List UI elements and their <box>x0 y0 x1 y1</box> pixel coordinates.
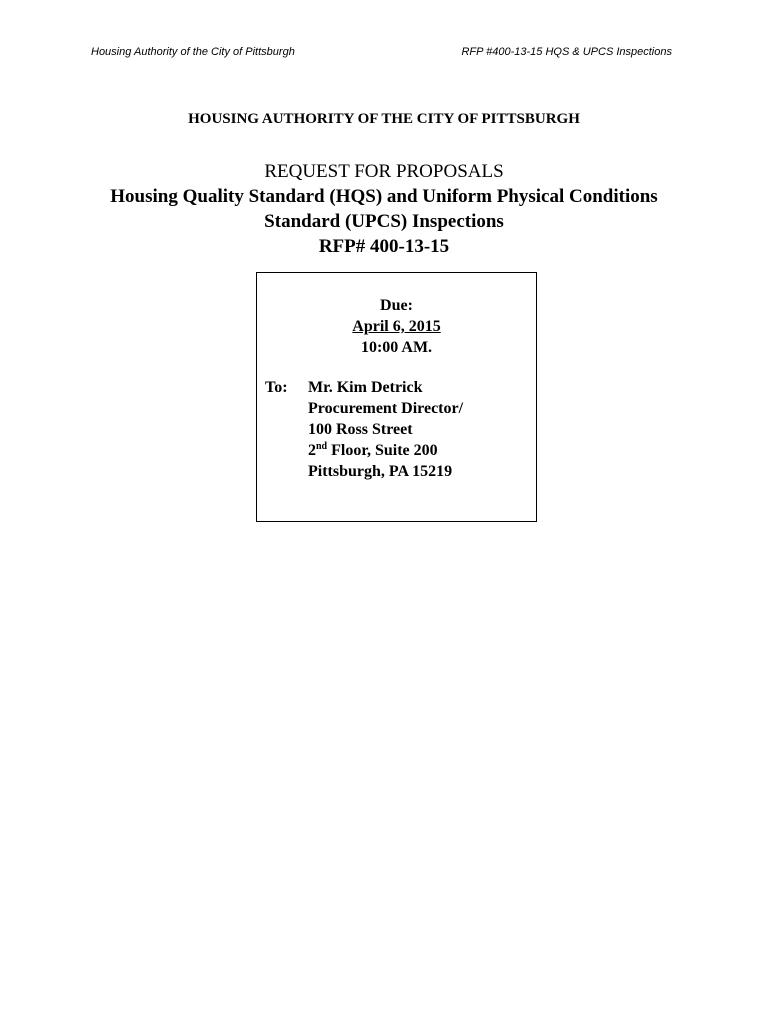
recipient-name: Mr. Kim Detrick <box>308 379 423 396</box>
rfp-title-line-2: Standard (UPCS) Inspections <box>264 211 504 232</box>
header-rfp-reference: RFP #400-13-15 HQS & UPCS Inspections <box>461 46 672 58</box>
rfp-label: REQUEST FOR PROPOSALS <box>264 161 504 182</box>
floor-ordinal-suffix: nd <box>316 441 328 452</box>
due-label: Due: <box>380 297 413 314</box>
rfp-number: RFP# 400-13-15 <box>318 236 450 257</box>
running-header <box>0 46 768 62</box>
due-info-box <box>256 272 537 522</box>
due-date: April 6, 2015 <box>352 318 441 335</box>
floor-suite: Floor, Suite 200 <box>327 442 438 459</box>
header-organization: Housing Authority of the City of Pittsburgh <box>91 46 295 58</box>
recipient-street: 100 Ross Street <box>308 421 413 438</box>
due-section <box>257 295 536 358</box>
recipient-floor <box>308 440 463 461</box>
to-label: To: <box>265 379 288 396</box>
recipient-city: Pittsburgh, PA 15219 <box>308 463 453 480</box>
organization-title: HOUSING AUTHORITY OF THE CITY OF PITTSBURGH <box>188 111 580 127</box>
due-time: 10:00 AM. <box>360 339 433 356</box>
floor-number: 2 <box>308 442 316 459</box>
rfp-title-block <box>0 159 768 259</box>
rfp-title-line-1: Housing Quality Standard (HQS) and Uniform Physical Conditions <box>110 186 658 207</box>
recipient-title: Procurement Director/ <box>308 400 464 417</box>
recipient-address <box>308 377 463 482</box>
